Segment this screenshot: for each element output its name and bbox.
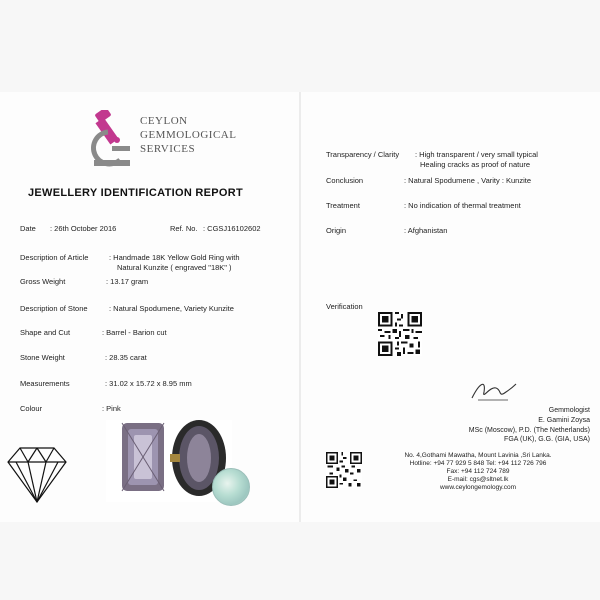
stone-weight-value: : 28.35 carat bbox=[105, 353, 147, 362]
gross-weight-value: : 13.17 gram bbox=[106, 277, 149, 286]
gemmologist-signature bbox=[468, 378, 518, 406]
contact-fax: Fax: +94 112 724 789 bbox=[446, 468, 510, 475]
contact-website[interactable]: www.ceylongemology.com bbox=[439, 484, 517, 491]
treatment-label: Treatment bbox=[326, 201, 360, 210]
verification-label: Verification bbox=[326, 302, 363, 311]
ref-value: : CGSJ16102602 bbox=[203, 224, 261, 233]
hologram-seal bbox=[212, 468, 250, 506]
kunzite-stone-image bbox=[120, 421, 166, 493]
stone-desc-label: Description of Stone bbox=[20, 304, 88, 313]
measurements-value: : 31.02 x 15.72 x 8.95 mm bbox=[105, 379, 192, 388]
article-value-2: Natural Kunzite ( engraved "18K" ) bbox=[117, 263, 232, 272]
contact-qr-code[interactable] bbox=[326, 452, 362, 488]
shape-cut-label: Shape and Cut bbox=[20, 328, 71, 337]
origin-label: Origin bbox=[326, 226, 347, 235]
origin-value: : Afghanistan bbox=[404, 226, 448, 235]
gemmologist-name: E. Gamini Zoysa bbox=[538, 417, 590, 424]
conclusion-label: Conclusion bbox=[326, 176, 364, 185]
article-label: Description of Article bbox=[20, 253, 89, 262]
diamond-icon bbox=[6, 446, 68, 504]
conclusion-value: : Natural Spodumene , Varity : Kunzite bbox=[404, 176, 532, 185]
company-logo bbox=[86, 110, 266, 170]
contact-phone: Hotline: +94 77 929 5 848 Tel: +94 112 726 796 bbox=[409, 460, 547, 467]
report-title: JEWELLERY IDENTIFICATION REPORT bbox=[28, 187, 244, 199]
company-name bbox=[140, 114, 236, 156]
measurements-label: Measurements bbox=[20, 379, 70, 388]
company-name-line1: CEYLON bbox=[140, 115, 188, 127]
ref-label: Ref. No. bbox=[170, 224, 198, 233]
article-value-1: : Handmade 18K Yellow Gold Ring with bbox=[109, 253, 240, 262]
company-name-line3: SERVICES bbox=[140, 143, 196, 155]
gross-weight-label: Gross Weight bbox=[20, 277, 66, 286]
contact-block bbox=[378, 452, 578, 492]
microscope-icon bbox=[86, 110, 136, 170]
contact-address: No. 4,Gothami Mawatha, Mount Lavinia ,Sri Lanka. bbox=[404, 452, 552, 459]
clarity-value-2: Healing cracks as proof of nature bbox=[420, 160, 531, 169]
treatment-value: : No indication of thermal treatment bbox=[404, 201, 521, 210]
company-name-line2: GEMMOLOGICAL bbox=[140, 129, 237, 141]
contact-email[interactable]: E-mail: cgs@sltnet.lk bbox=[447, 476, 509, 483]
colour-value: : Pink bbox=[102, 404, 121, 413]
colour-label: Colour bbox=[20, 404, 43, 413]
stone-weight-label: Stone Weight bbox=[20, 353, 65, 362]
gemmologist-qualifications-2: FGA (UK), G.G. (GIA, USA) bbox=[504, 436, 590, 443]
stone-desc-value: : Natural Spodumene, Variety Kunzite bbox=[109, 304, 234, 313]
clarity-label: Transparency / Clarity bbox=[326, 150, 400, 159]
date-label: Date bbox=[20, 224, 36, 233]
verification-qr-code[interactable] bbox=[378, 312, 422, 356]
shape-cut-value: : Barrel - Barion cut bbox=[102, 328, 167, 337]
gemmologist-qualifications-1: MSc (Moscow), P.D. (The Netherlands) bbox=[468, 427, 590, 434]
gemmologist-title: Gemmologist bbox=[548, 407, 590, 414]
date-value: : 26th October 2016 bbox=[50, 224, 117, 233]
clarity-value-1: : High transparent / very small typical bbox=[415, 150, 538, 159]
